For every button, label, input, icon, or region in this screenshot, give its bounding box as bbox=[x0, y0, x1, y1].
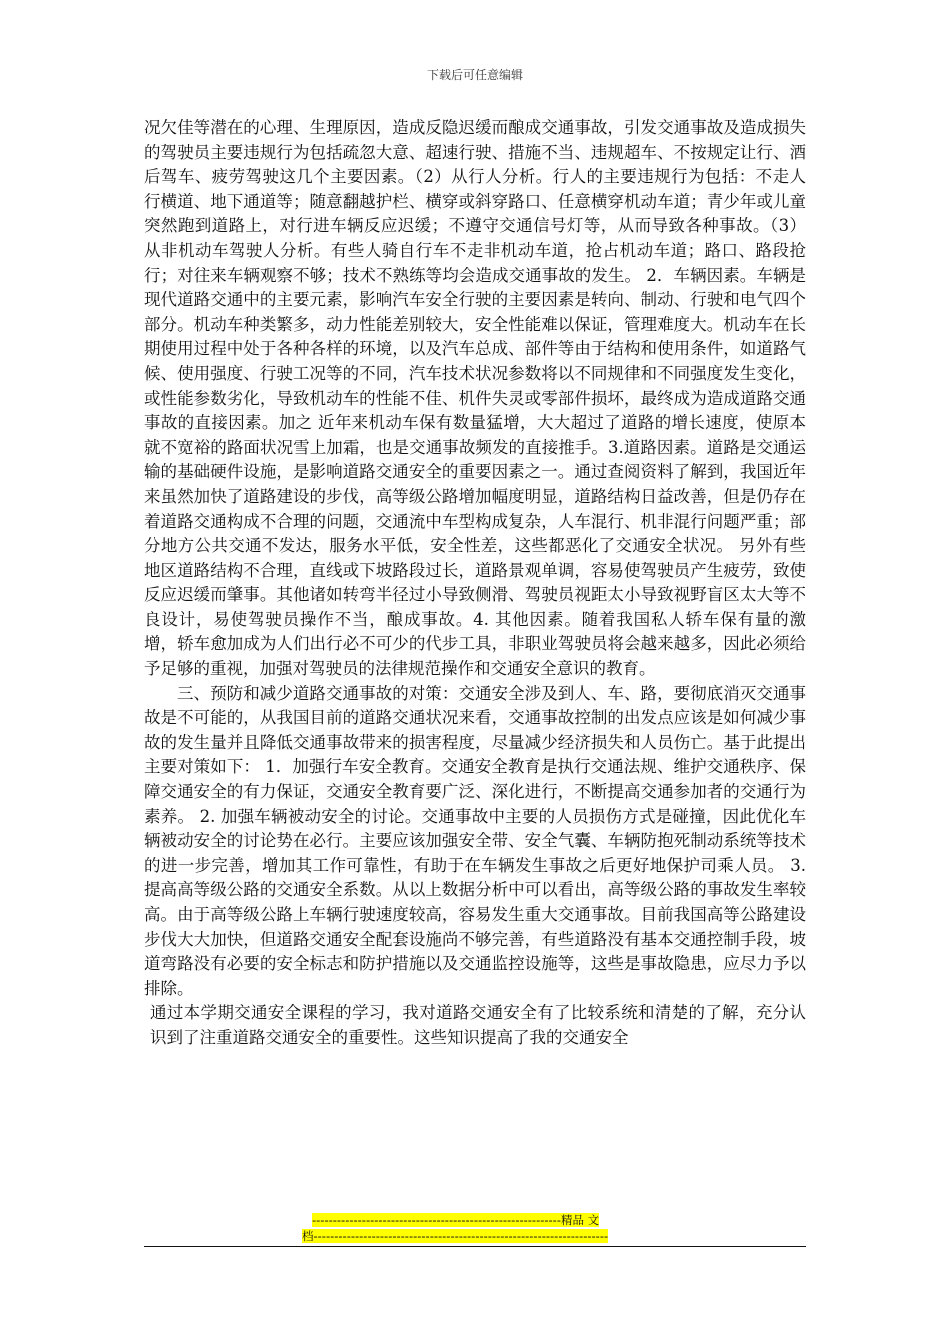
footer-watermark-line1: ------------------------------------------------------------精品 文 bbox=[312, 1213, 600, 1227]
page-footer bbox=[144, 1212, 806, 1244]
paragraph-causes: 况欠佳等潜在的心理、生理原因，造成反隐迟缓而酿成交通事故，引发交通事故及造成损失的驾驶员主要违规行为包括疏忽大意、超速行驶、措施不当、违规超车、不按规定让行、酒后驾车、疲劳驾驶这几个主要因素。（2）从行人分析。行人的主要违规行为包括：不走人行横道、地下通道等；随意翻越护栏、横穿或斜穿路口、任意横穿机动车道；青少年或儿童突然跑到道路上，对行进车辆反应迟缓；不遵守交通信号灯等，从而导致各种事故。（3）从非机动车驾驶人分析。有些人骑自行车不走非机动车道，抢占机动车道；路口、路段抢行；对往来车辆观察不够；技术不熟练等均会造成交通事故的发生。 2．车辆因素。车辆是现代道路交通中的主要元素，影响汽车安全行驶的主要因素是转向、制动、行驶和电气四个部分。机动车种类繁多，动力性能差别较大，安全性能难以保证，管理难度大。机动车在长期使用过程中处于各种各样的环境，以及汽车总成、部件等由于结构和使用条件，如道路气候、使用强度、行驶工况等的不同，汽车技术状况参数将以不同规律和不同强度发生变化，或性能参数劣化，导致机动车的性能不佳、机件失灵或零部件损坏，最终成为造成道路交通事故的直接因素。加之 近年来机动车保有数量猛增，大大超过了道路的增长速度，使原本就不宽裕的路面状况雪上加霜，也是交通事故频发的直接推手。3.道路因素。道路是交通运输的基础硬件设施，是影响道路交通安全的重要因素之一。通过查阅资料了解到，我国近年来虽然加快了道路建设的步伐，高等级公路增加幅度明显，道路结构日益改善，但是仍存在着道路交通构成不合理的问题，交通流中车型构成复杂，人车混行、机非混行问题严重；部分地方公共交通不发达，服务水平低，安全性差，这些都恶化了交通安全状况。 另外有些地区道路结构不合理，直线或下坡路段过长，道路景观单调，容易使驾驶员产生疲劳，致使反应迟缓而肇事。其他诸如转弯半径过小导致侧滑、驾驶员视距太小导致视野盲区太大等不良设计，易使驾驶员操作不当，酿成事故。4. 其他因素。随着我国私人轿车保有量的激增，轿车愈加成为人们出行必不可少的代步工具，非职业驾驶员将会越来越多，因此必须给予足够的重视，加强对驾驶员的法律规范操作和交通安全意识的教育。 bbox=[144, 118, 806, 679]
document-body bbox=[144, 116, 806, 1051]
paragraph-countermeasures: 三、预防和减少道路交通事故的对策：交通安全涉及到人、车、路，要彻底消灭交通事故是不可能的，从我国目前的道路交通状况来看，交通事故控制的出发点应该是如何减少事故的发生量并且降低交通事故带来的损害程度，尽量减少经济损失和人员伤亡。基于此提出主要对策如下： 1．加强行车安全教育。交通安全教育是执行交通法规、维护交通秩序、保障交通安全的有力保证，交通安全教育要广泛、深化进行，不断提高交通参加者的交通行为素养。 2. 加强车辆被动安全的讨论。交通事故中主要的人员损伤方式是碰撞，因此优化车辆被动安全的讨论势在必行。主要应该加强安全带、安全气囊、车辆防抱死制动系统等技术的进一步完善，增加其工作可靠性，有助于在车辆发生事故之后更好地保护司乘人员。 3. 提高高等级公路的交通安全系数。从以上数据分析中可以看出，高等级公路的事故发生率较高。由于高等级公路上车辆行驶速度较高，容易发生重大交通事故。目前我国高等公路建设步伐大大加快，但道路交通安全配套设施尚不够完善，有些道路没有基本交通控制手段，坡道弯路没有必要的安全标志和防护措施以及交通监控设施等，这些是事故隐患，应尽力予以排除。 bbox=[144, 683, 806, 998]
page-header: 下载后可任意编辑 bbox=[426, 68, 523, 82]
footer-watermark-line2: 档----------------------------------------------------------------------- bbox=[302, 1229, 609, 1243]
paragraph-summary: 通过本学期交通安全课程的学习，我对道路交通安全有了比较系统和清楚的了解，充分认识到了注重道路交通安全的重要性。这些知识提高了我的交通安全 bbox=[150, 1003, 806, 1047]
footer-divider bbox=[144, 1246, 806, 1247]
